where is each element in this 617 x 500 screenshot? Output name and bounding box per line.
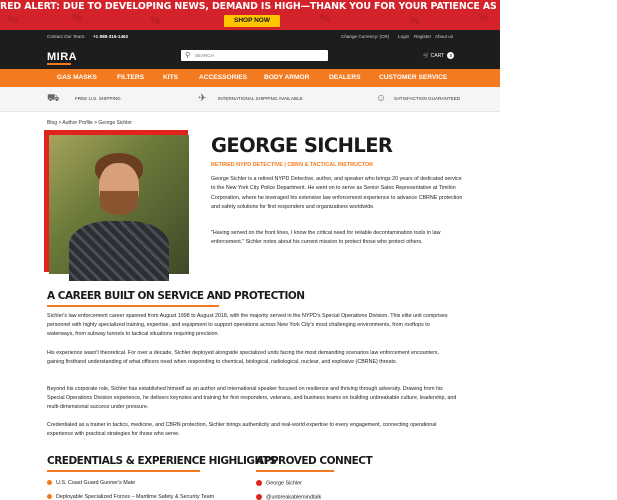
phone-link[interactable]: +1 888-316-1462 — [93, 34, 129, 39]
author-quote: "Having served on the front lines, I know the critical need for reliable decontamination tools in law enforcement," Sichler notes about his current mission to protect those who protect others. — [211, 230, 441, 246]
bullet-icon — [47, 494, 52, 499]
register-link[interactable]: Register — [414, 34, 432, 39]
nav-kits[interactable]: KITS — [163, 74, 179, 81]
search-input[interactable] — [195, 51, 320, 60]
nav-accessories[interactable]: ACCESSORIES — [199, 74, 247, 81]
nav-filters[interactable]: FILTERS — [117, 74, 144, 81]
feature-strip — [0, 87, 500, 112]
percent-icon: % — [150, 15, 160, 27]
career-paragraph: Sichler's law enforcement career spanned from August 1998 to August 2018, with the majority served in the NYPD's Special Operations Division. This elite unit comprises personnel with highly specialized training, expertise, and equipment to support operations across New York City's most challenging environments, from rooftops to waterways, from subway tunnels to tactical situations requiring precision. — [47, 313, 448, 338]
truck-icon: ⛟ — [47, 93, 60, 104]
social-link-linkedin[interactable]: George Sichler — [256, 480, 302, 486]
top-bar — [0, 30, 500, 43]
linkedin-icon — [256, 480, 262, 486]
feature-satisfaction: SATISFACTION GUARANTEED — [394, 96, 461, 101]
login-link[interactable]: Login — [398, 34, 410, 39]
shop-now-button[interactable]: SHOP NOW — [224, 15, 280, 27]
cart-icon: 🛒 — [423, 53, 430, 59]
nav-body-armor[interactable]: BODY ARMOR — [264, 74, 310, 81]
nav-customer-service[interactable]: CUSTOMER SERVICE — [379, 74, 448, 81]
nav-gas-masks[interactable]: GAS MASKS — [57, 74, 97, 81]
percent-icon: % — [410, 15, 420, 27]
career-paragraph: Credentialed as a trainer in tactics, medicine, and CBRN protection, Sichler brings authenticity and real-world expertise to every engagement, connecting operational experience with practical strategies for those who serve. — [47, 422, 437, 438]
alert-banner — [0, 0, 617, 30]
author-photo — [49, 135, 189, 274]
cart-count-badge: 0 — [447, 52, 454, 59]
author-role: RETIRED NYPD DETECTIVE | CBRN & TACTICAL INSTRUCTOR — [211, 162, 374, 168]
percent-icon: % — [478, 12, 488, 24]
search-icon[interactable]: ⚲ — [185, 52, 191, 59]
site-header — [0, 43, 500, 69]
percent-icon: % — [8, 14, 18, 26]
site-logo[interactable]: MIRA — [47, 51, 78, 63]
author-bio: George Sichler is a retired NYPD Detective, author, and speaker who brings 20 years of dedicated service to the New York City Police Department. He went on to serve as Senior Sales Representative at Timilon Corporation, where he leveraged his extensive law enforcement experience to advance CBRNE protection and safety solutions for first responders and organizations worldwide. — [211, 176, 463, 211]
alert-text: RED ALERT: DUE TO DEVELOPING NEWS, DEMAND IS HIGH—THANK YOU FOR YOUR PATIENCE AS WE PROCESS ORDERS. — [0, 1, 617, 12]
credentials-heading-underline — [47, 470, 200, 472]
credential-item: Deployable Specialized Forces – Maritime Safety & Security Team — [47, 494, 214, 500]
nav-dealers[interactable]: DEALERS — [329, 74, 361, 81]
bullet-icon — [47, 480, 52, 485]
globe-icon: ✈ — [198, 93, 207, 104]
career-paragraph: His experience wasn't theoretical. For over a decade, Sichler deployed alongside specialized units facing the most demanding scenarios law enforcement encounters, gaining firsthand understanding of what officers need when responding to chemical, biological, radiological, nuclear, and explosive (CBRNE) threats. — [47, 350, 439, 366]
career-paragraph: Beyond his corporate role, Sichler has established himself as an author and international speaker focused on resilience and thriving through adversity. Drawing from his Special Operations Division experience, he delivers keynotes and training for first responders, veterans, and business teams on building unbreakable culture, leadership, and multi-dimensional success under pressure. — [47, 386, 457, 411]
about-link[interactable]: About us — [435, 34, 454, 39]
credential-item: U.S. Coast Guard Gunner's Mate — [47, 480, 135, 486]
percent-icon: % — [72, 12, 82, 24]
cart-button[interactable] — [423, 52, 454, 59]
photo-shirt — [69, 221, 169, 281]
feature-free-shipping: FREE U.S. SHIPPING — [75, 96, 121, 101]
main-nav — [0, 69, 500, 87]
author-name: GEORGE SICHLER — [211, 134, 393, 157]
contact-label: Contact Our Team: — [47, 34, 86, 39]
search-box — [181, 50, 328, 61]
currency-selector[interactable]: Change Currency: (CR) — [341, 34, 390, 39]
cart-label: CART — [430, 53, 445, 59]
credentials-heading: CREDENTIALS & EXPERIENCE HIGHLIGHTS — [47, 455, 277, 467]
breadcrumb[interactable]: Blog > Author Profile > George Sichler — [47, 120, 132, 126]
instagram-icon — [256, 494, 262, 500]
photo-beard — [100, 191, 138, 215]
user-badge-icon: ☺ — [376, 93, 387, 104]
percent-icon: % — [320, 13, 330, 25]
social-link-instagram[interactable]: @unbreakablemindtalk — [256, 494, 321, 500]
logo-underline — [47, 63, 71, 65]
feature-international: INTERNATIONAL SHIPPING AVAILABLE — [218, 96, 303, 101]
career-heading-underline — [47, 305, 219, 307]
connect-heading: APPROVED CONNECT — [256, 455, 373, 467]
connect-heading-underline — [256, 470, 334, 472]
career-heading: A CAREER BUILT ON SERVICE AND PROTECTION — [47, 290, 305, 302]
